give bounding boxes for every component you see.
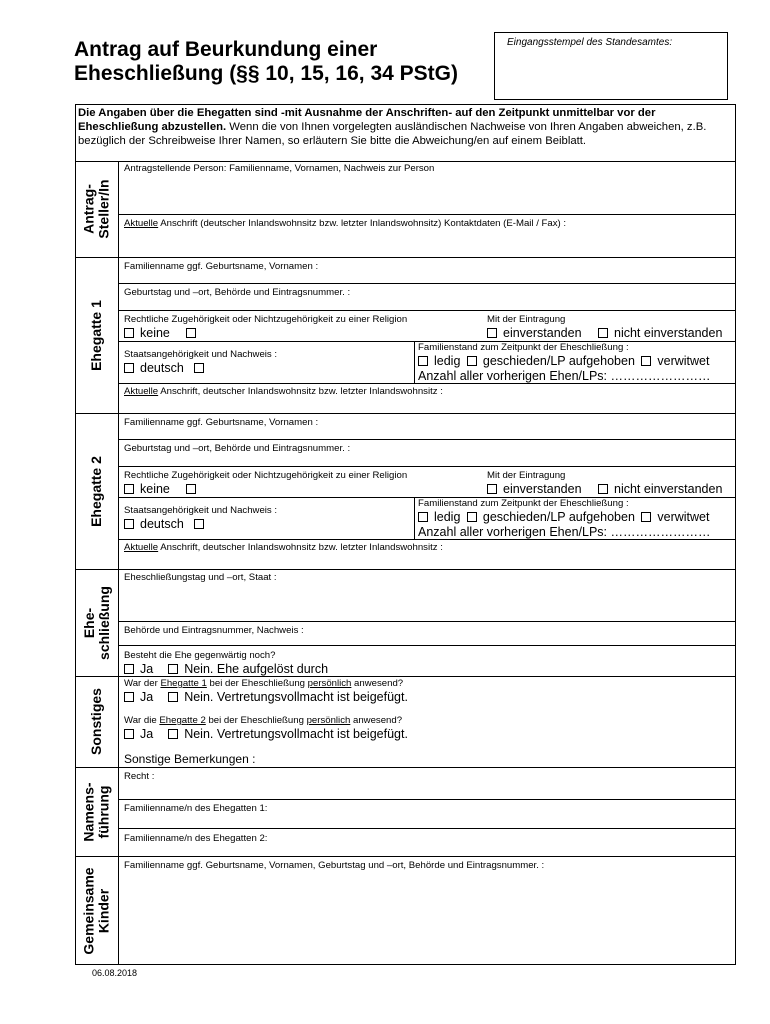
spouse1-present-options[interactable]	[124, 690, 408, 704]
spouse2-nationality-german[interactable]	[124, 517, 210, 531]
checkbox-icon[interactable]	[124, 729, 134, 739]
spouse1-nationality-label: Staatsangehörigkeit und Nachweis :	[124, 349, 278, 360]
checkbox-icon[interactable]	[124, 363, 134, 373]
side-antragsteller	[75, 161, 118, 257]
side-kinder	[75, 856, 118, 965]
spouse2-address-field[interactable]	[124, 542, 443, 553]
spouse1-consent-no[interactable]	[598, 326, 722, 340]
spouse1-nationality-german-label: deutsch	[140, 361, 184, 375]
q2-yes: Ja	[140, 727, 154, 741]
spouse2-present-question	[124, 715, 402, 726]
side-antragsteller-1: Antrag-	[80, 184, 97, 234]
side-eheschliessung	[75, 569, 118, 676]
checkbox-icon[interactable]	[487, 328, 497, 338]
marriage-date-field[interactable]: Eheschließungstag und –ort, Staat :	[124, 572, 277, 583]
checkbox-icon[interactable]	[418, 356, 428, 366]
q1-mid: bei der Eheschließung	[206, 678, 308, 689]
spouse1-present-question	[124, 678, 403, 689]
spouse1-status-options[interactable]	[418, 354, 709, 368]
spouse2-consent-yes-label: einverstanden	[503, 482, 582, 496]
q1-post: anwesend?	[351, 678, 404, 689]
form-title	[74, 38, 458, 86]
spouse1-consent-no-label: nicht einverstanden	[614, 326, 723, 340]
spouse2-status-options[interactable]	[418, 510, 709, 524]
spouse2-religion-none-label: keine	[140, 482, 170, 496]
remarks-field[interactable]: Sonstige Bemerkungen :	[124, 752, 256, 766]
spouse2-status-ledig: ledig	[434, 510, 461, 524]
spouse2-name-field[interactable]: Familienname ggf. Geburtsname, Vornamen :	[124, 417, 319, 428]
spouse2-status-label: Familienstand zum Zeitpunkt der Eheschließung :	[418, 498, 629, 509]
side-eheschliessung-2: schließung	[95, 585, 112, 660]
spouse1-address-label: Anschrift, deutscher Inlandswohnsitz bzw. letzter Inlandswohnsitz :	[158, 386, 443, 397]
spouse2-religion-label: Rechtliche Zugehörigkeit oder Nichtzugehörigkeit zu einer Religion	[124, 470, 408, 481]
checkbox-icon[interactable]	[186, 484, 196, 494]
checkbox-icon[interactable]	[168, 729, 178, 739]
q2-post: anwesend?	[350, 715, 403, 726]
checkbox-icon[interactable]	[598, 328, 608, 338]
side-namensfuehrung-2: führung	[95, 785, 112, 838]
spouse2-nationality-label: Staatsangehörigkeit und Nachweis :	[124, 505, 278, 516]
applicant-address-label: Anschrift (deutscher Inlandswohnsitz bzw. letzter Inlandswohnsitz) Kontaktdaten (E-Mail / Fax) :	[158, 218, 567, 229]
q1-spouse: Ehegatte 1	[160, 678, 207, 689]
checkbox-icon[interactable]	[124, 519, 134, 529]
marriage-exists-no: Nein. Ehe aufgelöst durch	[184, 662, 329, 676]
checkbox-icon[interactable]	[124, 484, 134, 494]
side-ehegatte-1-label: Ehegatte 1	[88, 299, 104, 371]
side-sonstiges-label: Sonstiges	[88, 688, 104, 755]
side-antragsteller-2: Steller/In	[95, 179, 112, 239]
title-line-2: Eheschließung (§§ 10, 15, 16, 34 PStG)	[74, 62, 458, 85]
spouse1-name-field[interactable]: Familienname ggf. Geburtsname, Vornamen :	[124, 261, 319, 272]
spouse2-present-options[interactable]	[124, 727, 408, 741]
checkbox-icon[interactable]	[641, 512, 651, 522]
spouse2-consent-label: Mit der Eintragung	[487, 470, 566, 481]
stamp-box	[494, 32, 728, 100]
marriage-exists-label: Besteht die Ehe gegenwärtig noch?	[124, 650, 276, 661]
q2-mid: bei der Eheschließung	[205, 715, 307, 726]
spouse1-status-verwitwet: verwitwet	[657, 354, 710, 368]
stamp-label: Eingangsstempel des Standesamtes:	[507, 37, 673, 48]
spouse2-religion-none[interactable]	[124, 482, 202, 496]
checkbox-icon[interactable]	[418, 512, 428, 522]
marriage-authority-field[interactable]: Behörde und Eintragsnummer, Nachweis :	[124, 625, 304, 636]
spouse2-nationality-german-label: deutsch	[140, 517, 184, 531]
spouse2-status-verwitwet: verwitwet	[657, 510, 710, 524]
spouse1-nationality-german[interactable]	[124, 361, 210, 375]
spouse1-status-ledig: ledig	[434, 354, 461, 368]
side-namensfuehrung-1: Namens-	[80, 781, 97, 842]
children-field[interactable]: Familienname ggf. Geburtsname, Vornamen, Geburtstag und –ort, Behörde und Eintragsnummer. :	[124, 860, 545, 871]
checkbox-icon[interactable]	[487, 484, 497, 494]
spouse1-consent-yes[interactable]	[487, 326, 582, 340]
spouse2-marriage-count[interactable]: Anzahl aller vorherigen Ehen/LPs: ……………………	[418, 525, 711, 539]
applicant-address-underlined: Aktuelle	[124, 218, 159, 229]
q2-spouse: Ehegatte 2	[159, 715, 206, 726]
spouse1-religion-label: Rechtliche Zugehörigkeit oder Nichtzugehörigkeit zu einer Religion	[124, 314, 408, 325]
spouse1-address-field[interactable]	[124, 386, 443, 397]
spouse2-family-name-field[interactable]: Familienname/n des Ehegatten 2:	[124, 833, 268, 844]
q1-no: Nein. Vertretungsvollmacht ist beigefügt.	[184, 690, 408, 704]
marriage-exists-yes: Ja	[140, 662, 154, 676]
checkbox-icon[interactable]	[168, 692, 178, 702]
spouse1-religion-none[interactable]	[124, 326, 202, 340]
side-namensfuehrung	[75, 767, 118, 856]
side-sonstiges	[75, 676, 118, 767]
checkbox-icon[interactable]	[467, 512, 477, 522]
spouse1-address-underlined: Aktuelle	[124, 386, 159, 397]
checkbox-icon[interactable]	[124, 328, 134, 338]
spouse2-consent-no[interactable]	[598, 482, 722, 496]
q1-personal: persönlich	[307, 678, 352, 689]
checkbox-icon[interactable]	[194, 519, 204, 529]
spouse2-consent-yes[interactable]	[487, 482, 582, 496]
checkbox-icon[interactable]	[194, 363, 204, 373]
intro-normal: Wenn die von Ihnen vorgelegten ausländischen Nachweise von Ihren Angaben abweichen, z.B. bezüglich der Schreibweise Ihrer Namen, so erläutern Sie bitte die Abweichung/en auf einem Beiblatt.	[78, 121, 707, 147]
footer-date: 06.08.2018	[92, 968, 138, 978]
side-kinder-1: Gemeinsame	[80, 866, 97, 955]
checkbox-icon[interactable]	[598, 484, 608, 494]
spouse1-consent-yes-label: einverstanden	[503, 326, 582, 340]
side-ehegatte-1	[75, 257, 118, 413]
checkbox-icon[interactable]	[186, 328, 196, 338]
marriage-exists-options[interactable]	[124, 662, 328, 676]
applicant-address-field[interactable]	[124, 218, 566, 229]
q1-pre: War der	[124, 678, 161, 689]
spouse2-address-underlined: Aktuelle	[124, 542, 159, 553]
spouse1-status-geschieden: geschieden/LP aufgehoben	[482, 354, 635, 368]
side-ehegatte-2-label: Ehegatte 2	[88, 455, 104, 527]
q1-yes: Ja	[140, 690, 154, 704]
intro-text	[78, 106, 733, 148]
side-ehegatte-2	[75, 413, 118, 569]
spouse1-consent-label: Mit der Eintragung	[487, 314, 566, 325]
spouse1-family-name-field[interactable]: Familienname/n des Ehegatten 1:	[124, 803, 268, 814]
applicant-name-field[interactable]: Antragstellende Person: Familienname, Vornamen, Nachweis zur Person	[124, 163, 435, 174]
spouse2-birth-field[interactable]: Geburtstag und –ort, Behörde und Eintragsnummer. :	[124, 443, 351, 454]
spouse2-status-geschieden: geschieden/LP aufgehoben	[482, 510, 635, 524]
spouse1-religion-none-label: keine	[140, 326, 170, 340]
intro-bold: Die Angaben über die Ehegatten sind -mit Ausnahme der Anschriften- auf den Zeitpunkt unmittelbar vor der Eheschließung abzustellen.	[78, 107, 656, 133]
checkbox-icon[interactable]	[168, 664, 178, 674]
spouse1-marriage-count[interactable]: Anzahl aller vorherigen Ehen/LPs: ……………………	[418, 369, 711, 383]
side-kinder-2: Kinder	[95, 888, 112, 933]
q2-pre: War die	[124, 715, 160, 726]
spouse2-address-label: Anschrift, deutscher Inlandswohnsitz bzw. letzter Inlandswohnsitz :	[158, 542, 443, 553]
checkbox-icon[interactable]	[467, 356, 477, 366]
q2-personal: persönlich	[306, 715, 351, 726]
spouse2-consent-no-label: nicht einverstanden	[614, 482, 723, 496]
spouse1-status-label: Familienstand zum Zeitpunkt der Eheschließung :	[418, 342, 629, 353]
checkbox-icon[interactable]	[124, 664, 134, 674]
name-law-field[interactable]: Recht :	[124, 771, 155, 782]
spouse1-birth-field[interactable]: Geburtstag und –ort, Behörde und Eintragsnummer. :	[124, 287, 351, 298]
checkbox-icon[interactable]	[124, 692, 134, 702]
title-line-1: Antrag auf Beurkundung einer	[74, 38, 378, 61]
side-eheschliessung-1: Ehe-	[80, 607, 97, 638]
q2-no: Nein. Vertretungsvollmacht ist beigefügt.	[184, 727, 408, 741]
checkbox-icon[interactable]	[641, 356, 651, 366]
